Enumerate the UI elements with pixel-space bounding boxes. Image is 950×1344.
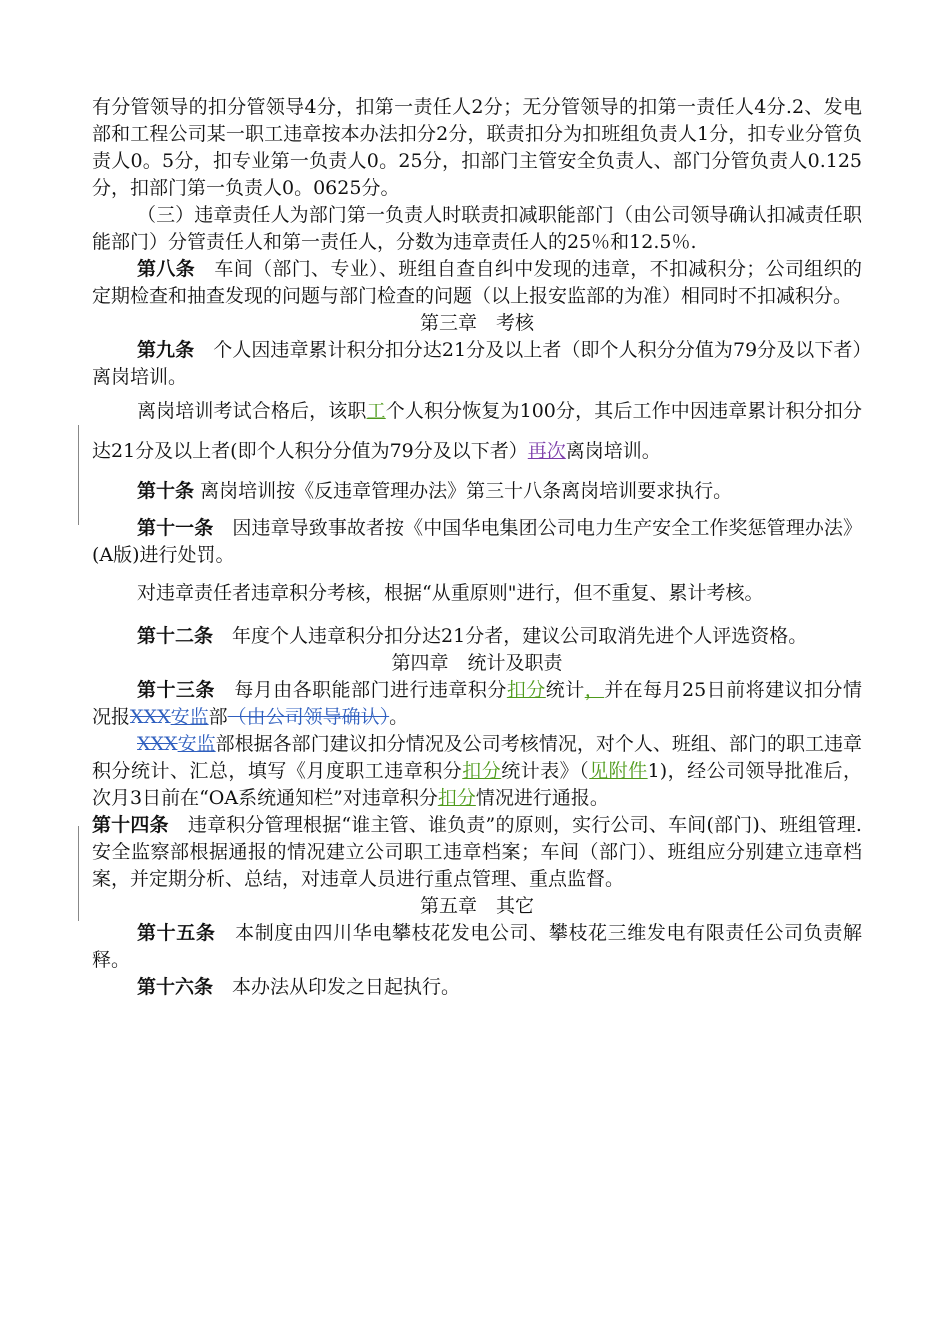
- article-title: 第十一条: [137, 517, 214, 539]
- inserted-text: 再次: [527, 440, 566, 462]
- text: 情况进行通报。: [475, 787, 609, 809]
- paragraph-assessment: [92, 573, 862, 613]
- text: 因违章导致事故者按《中国华电集团公司电力生产安全工作奖惩管理办法》(A版)进行处罚。: [92, 517, 862, 566]
- revision-bar: [78, 826, 79, 921]
- text: 离岗培训考试合格后，该职: [137, 400, 367, 422]
- text: 统计表》（: [501, 760, 590, 782]
- text: 年度个人违章积分扣分达21分者，建议公司取消先进个人评选资格。: [232, 625, 808, 647]
- article-title: 第十二条: [137, 625, 214, 647]
- paragraph-statistics: [92, 731, 862, 812]
- inserted-text: 扣分: [462, 760, 502, 782]
- text: 本制度由四川华电攀枝花发电公司、攀枝花三维发电有限责任公司负责解释。: [92, 922, 862, 971]
- inserted-text: 见附件: [589, 760, 648, 782]
- inserted-text: 扣分: [437, 787, 476, 809]
- text: 。: [389, 706, 409, 728]
- text: 对违章责任者违章积分考核，根据“从重原则"进行，但不重复、累计考核。: [137, 582, 764, 604]
- article-13: [92, 677, 862, 731]
- article-9: [92, 337, 862, 391]
- text: 部根据各部门建议扣分情况及公司考核情况，对个人、班组、部门的职工违章积分统计、汇总，填写《月度职工违章积分: [92, 733, 862, 782]
- paragraph-item-3: [92, 202, 862, 256]
- article-8: [92, 256, 862, 310]
- text: 个人积分恢复为100分，其后工作中因违章累计积分扣分达21分及以上者(即个人积分分值为79分及以下者）: [92, 400, 862, 462]
- article-14: [92, 812, 862, 893]
- article-title: 第八条: [137, 258, 196, 280]
- paragraph-retraining: [92, 391, 862, 471]
- article-10: [92, 471, 862, 511]
- article-title: 第十五条: [137, 922, 216, 944]
- text: 车间（部门、专业）、班组自查自纠中发现的违章，不扣减积分；公司组织的定期检查和抽查发现的问题与部门检查的问题（以上报安监部的为准）相同时不扣减积分。: [92, 258, 862, 307]
- article-title: 第十四条: [92, 814, 169, 836]
- revision-bar: [78, 425, 79, 525]
- text: 统计: [545, 679, 585, 701]
- text: 违章积分管理根据“谁主管、谁负责”的原则，实行公司、车间(部门)、班组管理.安全监察部根据通报的情况建立公司职工违章档案；车间（部门）、班组应分别建立违章档案，并定期分析、总结，对违章人员进行重点管理、重点监督。: [92, 814, 862, 890]
- deleted-text: XXX: [130, 706, 171, 728]
- text: 并在每月25日前将建议扣分情况报: [92, 679, 862, 728]
- text: （三）违章责任人为部门第一负责人时联责扣减职能部门（由公司领导确认扣减责任职能部门）分管责任人和第一责任人，分数为违章责任人的25％和12.5％.: [92, 204, 862, 253]
- article-title: 第十条: [137, 480, 195, 502]
- article-15: [92, 920, 862, 974]
- article-11: [92, 515, 862, 569]
- inserted-text: 安监: [177, 733, 216, 755]
- text: 有分管领导的扣分管领导4分，扣第一责任人2分；无分管领导的扣第一责任人4分.2、发电部和工程公司某一职工违章按本办法扣分2分，联责扣分为扣班组负责人1分，扣专业分管负责人0。5分，扣专业第一负责人0。25分，扣部门主管安全负责人、部门分管负责人0.125分，扣部门第一负责人0。0625分。: [92, 96, 862, 199]
- document-page: [92, 94, 862, 1001]
- chapter-4-heading: 第四章 统计及职责: [391, 652, 563, 674]
- text: 个人因违章累计积分扣分达21分及以上者（即个人积分分值为79分及以下者）离岗培训。: [92, 339, 862, 388]
- text: 本办法从印发之日起执行。: [232, 976, 461, 998]
- deleted-text: XXX: [137, 733, 178, 755]
- article-title: 第九条: [137, 339, 195, 361]
- text: 每月由各职能部门进行违章积分: [234, 679, 507, 701]
- article-title: 第十六条: [137, 976, 214, 998]
- inserted-text: 扣分: [506, 679, 546, 701]
- article-title: 第十三条: [137, 679, 215, 701]
- text: 离岗培训。: [565, 440, 661, 462]
- article-12: [92, 623, 862, 650]
- deleted-text: （由公司领导确认）: [227, 706, 390, 728]
- chapter-5-heading: 第五章 其它: [419, 895, 534, 917]
- inserted-text: ，: [584, 679, 605, 701]
- paragraph-deduction-rules: [92, 94, 862, 202]
- chapter-3-heading: 第三章 考核: [419, 312, 534, 334]
- text: 部: [208, 706, 228, 728]
- inserted-text: 安监: [170, 706, 209, 728]
- inserted-text: 工: [366, 400, 386, 422]
- article-16: [92, 974, 862, 1001]
- text: 1)，经公司领导批准后，次月3日前在“OA系统通知栏”对违章积分: [92, 760, 862, 809]
- text: 离岗培训按《反违章管理办法》第三十八条离岗培训要求执行。: [200, 480, 733, 502]
